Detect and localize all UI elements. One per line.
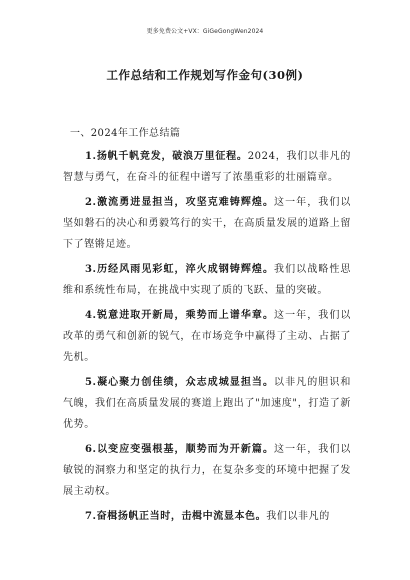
paragraph-lead: 1.扬帆千帆竞发，破浪万里征程。 <box>85 151 248 162</box>
section-heading: 一、2024年工作总结篇 <box>70 128 181 139</box>
paragraph-3 <box>63 259 351 301</box>
paragraph-4 <box>63 305 351 368</box>
paragraph-text: 2024，我们以非凡的智慧与勇气，在奋斗的征程中谱写了浓墨重彩的壮丽篇章。 <box>63 151 351 183</box>
paragraph-lead: 4.锐意进取开新局，乘势而上谱华章。 <box>85 310 275 321</box>
page-header-note: 更多免费公文+VX：GiGeGongWen2024 <box>146 28 264 35</box>
document-body <box>63 146 351 531</box>
document-title: 工作总结和工作规划写作金句(30例) <box>106 68 304 82</box>
paragraph-lead: 6.以变应变强根基，顺势而为开新篇。 <box>85 444 275 455</box>
paragraph-lead: 7.奋楫扬帆正当时，击楫中流显本色。 <box>85 511 267 522</box>
paragraph-2 <box>63 192 351 255</box>
paragraph-5 <box>63 372 351 435</box>
paragraph-lead: 5.凝心聚力创佳绩，众志成城显担当。 <box>85 377 275 388</box>
paragraph-text: 我们以战略性思维和系统性布局，在挑战中实现了质的飞跃、量的突破。 <box>63 264 351 296</box>
paragraph-text: 这一年，我们以坚如磐石的决心和勇毅笃行的实干，在高质量发展的道路上留下了铿锵足迹。 <box>63 197 351 250</box>
paragraph-1 <box>63 146 351 188</box>
paragraph-lead: 3.历经风雨见彩虹，淬火成钢铸辉煌。 <box>85 264 275 275</box>
paragraph-lead: 2.激流勇进显担当，攻坚克难铸辉煌。 <box>85 197 275 208</box>
paragraph-text: 这一年，我们以敏锐的洞察力和坚定的执行力，在复杂多变的环境中把握了发展主动权。 <box>63 444 351 497</box>
paragraph-6 <box>63 439 351 502</box>
paragraph-7 <box>63 506 351 527</box>
paragraph-text: 我们以非凡的 <box>266 511 330 522</box>
paragraph-text: 这一年，我们以改革的勇气和创新的锐气，在市场竞争中赢得了主动、占据了先机。 <box>63 310 351 363</box>
paragraph-text: 以非凡的胆识和气魄，我们在高质量发展的赛道上跑出了"加速度"，打造了新优势。 <box>63 377 351 430</box>
